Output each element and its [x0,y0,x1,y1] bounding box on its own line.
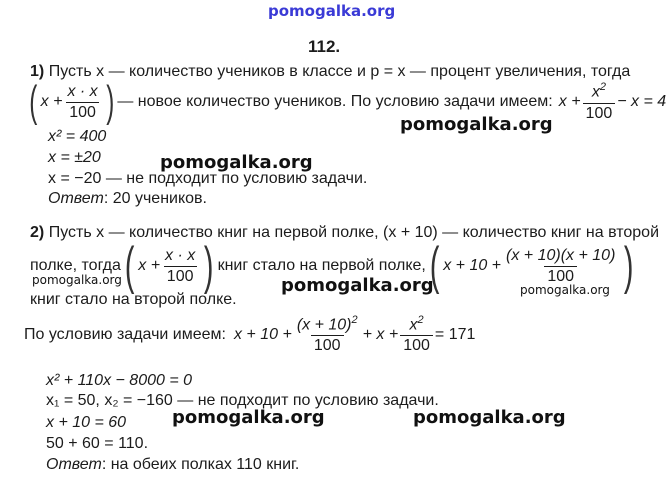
paren-close: ) [105,77,115,126]
part2-fraction1 [162,247,198,286]
eq-denominator: 100 [583,103,616,123]
cond-f2-denominator: 100 [400,335,433,355]
part2-x: x + [138,257,161,274]
paren-open: ( [124,237,135,295]
fraction2-denominator: 100 [544,266,577,286]
cond-eq-c: = 171 [434,325,476,343]
condition-text: По условию задачи имеем: [24,325,226,343]
part2-s4: 50 + 60 = 110. [46,435,149,452]
part2-fraction2 [503,247,618,286]
cond-eq-b: + x + [362,325,399,343]
part2-line3: книг стало на второй полке. [30,291,237,308]
cond-eq-a: x + 10 + [233,325,292,343]
part2-line2a: полке, тогда [30,257,121,274]
eq-x: x + [558,93,581,110]
cond-f2-numerator: $x^2$ [409,314,424,334]
fraction-numerator: x · x [67,82,98,100]
part1-sol3: x = −20 — не подходит по условию задачи. [48,170,368,187]
answer-text: : 20 учеников. [103,190,207,207]
eq-numerator: $x^2$ [591,81,606,101]
watermark: pomogalka.org [400,114,553,135]
eq-rest: − x = 4 [617,93,666,110]
watermark: pomogalka.org [172,407,325,428]
watermark: pomogalka.org [520,283,610,297]
problem-number: 112. [308,37,341,56]
part2-line2b: книг стало на первой полке, [217,257,426,274]
paren-open: ( [29,77,38,126]
paren-close: ) [204,237,214,295]
paren-open: ( [429,237,440,295]
fraction1-numerator: x · x [165,246,196,264]
watermark: pomogalka.org [413,407,566,428]
cond-fraction1 [294,314,361,355]
part1-answer [48,190,207,208]
part1-label: 1) [30,63,45,80]
watermark: pomogalka.org [160,152,313,173]
answer-label: Ответ [48,190,104,207]
watermark: pomogalka.org [281,275,434,296]
part1-x: x + [40,93,63,110]
part1-sol2: x = ±20 [48,149,101,166]
cond-fraction2 [400,314,433,355]
part2-s3: x + 10 = 60 [46,414,127,431]
part2-intro: Пусть x — количество книг на первой полке, (x + 10) — количество книг на второй [48,224,660,241]
part1-fraction [64,83,100,122]
fraction2-prefix: x + 10 + [443,257,502,274]
paren-close: ) [624,237,634,295]
fraction1-denominator: 100 [164,266,197,286]
part1-line2-text: — новое количество учеников. По условию задачи имеем: [117,93,553,110]
part2-answer [46,456,299,474]
part1-eq-fraction [583,81,616,122]
part2-label: 2) [30,224,45,241]
part1-line1 [30,63,630,81]
cond-f1-numerator: $(x + 10)^2$ [296,314,358,334]
part1-intro: Пусть x — количество учеников в классе и p = x — процент увеличения, тогда [48,63,631,80]
watermark: pomogalka.org [32,273,122,287]
part2-s1: x² + 110x − 8000 = 0 [46,372,193,389]
answer-label: Ответ [46,456,102,473]
part2-s2: x₁ = 50, x₂ = −160 — не подходит по условию задачи. [46,392,439,409]
fraction2-numerator: (x + 10)(x + 10) [506,246,616,264]
site-header-watermark: pomogalka.org [268,2,396,20]
fraction-denominator: 100 [66,102,99,122]
answer-text: : на обеих полках 110 книг. [101,456,300,473]
cond-f1-denominator: 100 [311,335,344,355]
part1-sol1: x² = 400 [48,128,107,145]
part2-condition [24,314,475,355]
